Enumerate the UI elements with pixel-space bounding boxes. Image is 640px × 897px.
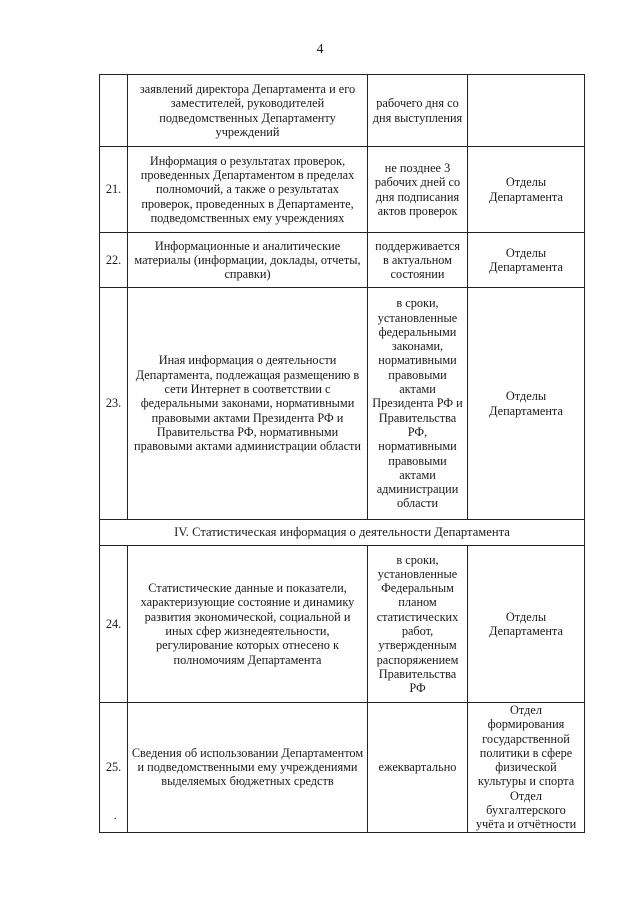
term-cell: не позднее 3 рабочих дней со дня подписания актов проверок xyxy=(368,147,468,233)
term-cell: рабочего дня со дня выступления xyxy=(368,75,468,147)
row-number-cell: 24. xyxy=(100,546,128,703)
description-cell: Сведения об использовании Департаментом и подведомственными ему учреждениями выделяемых бюджетных средств xyxy=(128,703,368,833)
document-table xyxy=(99,74,585,833)
term-cell: в сроки, установленные Федеральным планом статистических работ, утвержденным распоряжением Правительства РФ xyxy=(368,546,468,703)
responsible-cell: Отделы Департамента xyxy=(468,233,585,288)
row-number-cell xyxy=(100,75,128,147)
description-cell: Иная информация о деятельности Департамента, подлежащая размещению в сети Интернет в соответствии с федеральными законами, нормативными правовыми актами Президента РФ и Правительства РФ, нормативными правовыми актами администрации области xyxy=(128,288,368,520)
row-number: 25. xyxy=(105,760,122,775)
table-row xyxy=(100,147,585,233)
row-number-cell: 23. xyxy=(100,288,128,520)
term-cell: поддерживается в актуальном состоянии xyxy=(368,233,468,288)
table-row xyxy=(100,546,585,703)
table-row xyxy=(100,75,585,147)
responsible-cell xyxy=(468,75,585,147)
responsible-cell: Отделы Департамента xyxy=(468,546,585,703)
row-number-cell xyxy=(100,703,128,833)
description-cell: заявлений директора Департамента и его заместителей, руководителей подведомственных Департаменту учреждений xyxy=(128,75,368,147)
term-cell: ежеквартально xyxy=(368,703,468,833)
table-row xyxy=(100,703,585,833)
description-cell: Информация о результатах проверок, проведенных Департаментом в пределах полномочий, а также о результатах проверок, проведенных в Департаменте, подведомственных ему учреждениях xyxy=(128,147,368,233)
row-number-cell: 21. xyxy=(100,147,128,233)
responsible-cell: Отделы Департамента xyxy=(468,147,585,233)
responsible-department: Отдел формирования государственной политики в сфере физической культуры и спорта xyxy=(477,703,575,789)
responsible-cell: Отделы Департамента xyxy=(468,288,585,520)
table-row xyxy=(100,233,585,288)
margin-mark: . xyxy=(114,810,117,822)
table-row xyxy=(100,288,585,520)
description-cell: Статистические данные и показатели, характеризующие состояние и динамику развития экономической, социальной и иных сфер жизнедеятельности, регулирование которых отнесено к полномочиям Департамента xyxy=(128,546,368,703)
page-number: 4 xyxy=(316,42,324,57)
term-cell: в сроки, установленные федеральными законами, нормативными правовыми актами Президента РФ и Правительства РФ, нормативными правовыми актами администрации области xyxy=(368,288,468,520)
description-cell: Информационные и аналитические материалы (информации, доклады, отчеты, справки) xyxy=(128,233,368,288)
section-title: IV. Статистическая информация о деятельности Департамента xyxy=(100,520,585,546)
responsible-department: Отдел бухгалтерского учёта и отчётности xyxy=(475,788,577,832)
row-number-cell: 22. xyxy=(100,233,128,288)
section-header-row xyxy=(100,520,585,546)
responsible-cell xyxy=(468,703,585,833)
